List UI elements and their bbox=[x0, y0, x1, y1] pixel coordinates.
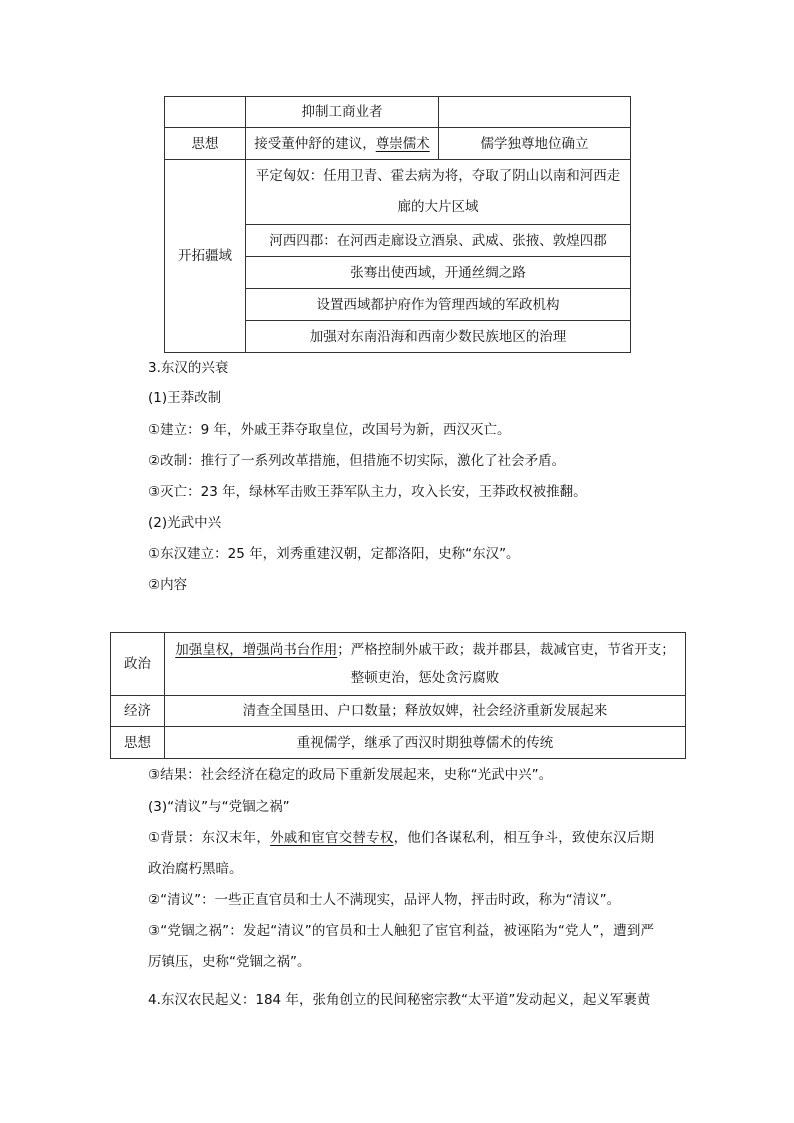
subsection-title: (2)光武中兴 bbox=[148, 515, 222, 531]
table-cell bbox=[246, 128, 439, 160]
row-label: 政治 bbox=[111, 633, 165, 696]
subsection-title: (1)王莽改制 bbox=[148, 390, 222, 406]
table-row bbox=[111, 633, 686, 696]
policy-table-eastern-han bbox=[110, 632, 686, 759]
row-label: 思想 bbox=[165, 128, 246, 160]
underlined-text: 外戚和宦官交替专权 bbox=[270, 830, 394, 846]
table-row bbox=[111, 727, 686, 759]
paragraph: ①建立：9 年，外戚王莽夺取皇位，改国号为新，西汉灭亡。 bbox=[148, 422, 511, 438]
paragraph: ①东汉建立：25 年，刘秀重建汉朝，定都洛阳，史称“东汉”。 bbox=[148, 546, 520, 562]
paragraph-text: ，他们各谋私利，相互争斗，致使东汉后期政治腐朽黑暗。 bbox=[148, 830, 655, 877]
paragraph: ③“党锢之祸”：发起“清议”的官员和士人触犯了宦官利益，被诬陷为“党人”，遭到严厉镇压，史称“党锢之祸”。 bbox=[148, 923, 654, 970]
table-row bbox=[165, 97, 631, 128]
table-cell: 设置西域都护府作为管理西域的军政机构 bbox=[246, 289, 631, 321]
cell-text: ；严格控制外戚干政；裁并郡县，裁减官吏，节省开支；整顿吏治，惩处贪污腐败 bbox=[337, 642, 675, 686]
row-label: 经济 bbox=[111, 696, 165, 727]
table-cell bbox=[165, 633, 686, 696]
underlined-text: 尊崇儒术 bbox=[375, 135, 430, 152]
table-row bbox=[111, 696, 686, 727]
paragraph: 4.东汉农民起义：184 年，张角创立的民间秘密宗教“太平道”发动起义，起义军裹黄 bbox=[148, 992, 651, 1008]
table-cell: 抑制工商业者 bbox=[246, 97, 439, 128]
paragraph: ③灭亡：23 年，绿林军击败王莽军队主力，攻入长安，王莽政权被推翻。 bbox=[148, 484, 587, 500]
row-label: 开拓疆域 bbox=[165, 160, 246, 353]
paragraph: ②改制：推行了一系列改革措施，但措施不切实际，激化了社会矛盾。 bbox=[148, 453, 566, 469]
paragraph: ③结果：社会经济在稳定的政局下重新发展起来，史称“光武中兴”。 bbox=[148, 767, 553, 783]
policy-table-western-han bbox=[164, 96, 631, 353]
subsection-title: (3)“清议”与“党锢之祸” bbox=[148, 799, 290, 815]
paragraph-text: ①背景：东汉末年， bbox=[148, 830, 271, 846]
cell-text: 接受董仲舒的建议， bbox=[254, 135, 376, 152]
paragraph: ②“清议”：一些正直官员和士人不满现实，品评人物，抨击时政，称为“清议”。 bbox=[148, 892, 621, 908]
underlined-text: 加强皇权，增强尚书台作用 bbox=[175, 642, 338, 658]
row-label: 思想 bbox=[111, 727, 165, 759]
table-cell: 儒学独尊地位确立 bbox=[439, 128, 631, 160]
table-cell: 河西四郡：在河西走廊设立酒泉、武威、张掖、敦煌四郡 bbox=[246, 225, 631, 257]
paragraph: ②内容 bbox=[148, 577, 188, 593]
table-cell: 张骞出使西域，开通丝绸之路 bbox=[246, 257, 631, 289]
table-cell: 重视儒学，继承了西汉时期独尊儒术的传统 bbox=[165, 727, 686, 759]
table-cell: 加强对东南沿海和西南少数民族地区的治理 bbox=[246, 321, 631, 353]
table-row bbox=[165, 160, 631, 225]
table-cell: 平定匈奴：任用卫青、霍去病为将，夺取了阴山以南和河西走廊的大片区域 bbox=[246, 160, 631, 225]
table-cell bbox=[165, 97, 246, 128]
table-cell: 清查全国垦田、户口数量；释放奴婢，社会经济重新发展起来 bbox=[165, 696, 686, 727]
section-heading: 3.东汉的兴衰 bbox=[148, 360, 229, 376]
paragraph bbox=[148, 823, 654, 885]
table-row bbox=[165, 128, 631, 160]
table-cell bbox=[439, 97, 631, 128]
